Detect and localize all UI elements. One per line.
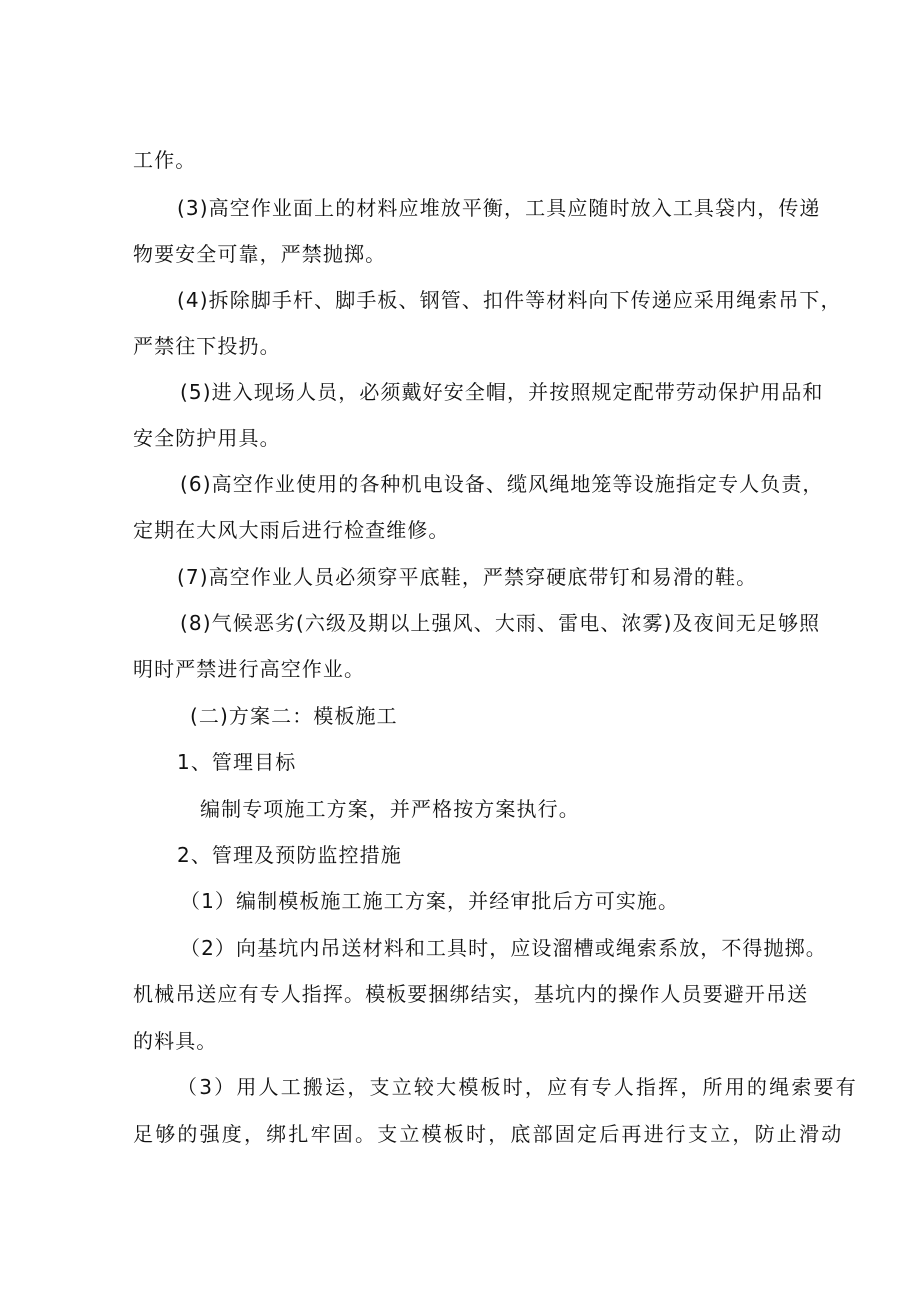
paragraph-line: (6)高空作业使用的各种机电设备、缆风绳地笼等设施指定专人负责， [180,472,824,496]
subsection-heading: 2、管理及预防监控措施 [177,843,402,867]
paragraph-line: （1）编制模板施工施工方案，并经审批后方可实施。 [180,889,680,913]
paragraph-line: 机械吊送应有专人指挥。模板要捆绑结实，基坑内的操作人员要避开吊送 [133,982,809,1006]
paragraph-line: 编制专项施工方案，并严格按方案执行。 [200,797,580,821]
paragraph-line: 明时严禁进行高空作业。 [133,657,366,681]
paragraph-line: 严禁往下投扔。 [133,334,281,358]
paragraph-line: 物要安全可靠，严禁抛掷。 [133,242,387,266]
paragraph-line: 定期在大风大雨后进行检查维修。 [133,518,450,542]
paragraph-line: (7)高空作业人员必须穿平底鞋，严禁穿硬底带钉和易滑的鞋。 [177,565,758,589]
paragraph-line: (4)拆除脚手杆、脚手板、钢管、扣件等材料向下传递应采用绳索吊下， [177,288,842,312]
paragraph-line: （3）用人工搬运，支立较大模板时，应有专人指挥，所用的绳索要有 [177,1075,858,1099]
paragraph-line: 安全防护用具。 [133,426,281,450]
subsection-heading: 1、管理目标 [177,750,297,774]
paragraph-line: 的料具。 [133,1029,218,1053]
section-heading: (二)方案二：模板施工 [190,704,398,728]
paragraph-line: (5)进入现场人员，必须戴好安全帽，并按照规定配带劳动保护用品和 [180,380,824,404]
paragraph-line: 工作。 [133,148,197,172]
paragraph-line: (3)高空作业面上的材料应堆放平衡，工具应随时放入工具袋内，传递 [177,196,821,220]
paragraph-line: （2）向基坑内吊送材料和工具时，应设溜槽或绳索系放，不得抛掷。 [180,936,827,960]
paragraph-line: 足够的强度，绑扎牢固。支立模板时，底部固定后再进行支立，防止滑动 [133,1122,844,1146]
paragraph-line: (8)气候恶劣(六级及期以上强风、大雨、雷电、浓雾)及夜间无足够照 [180,611,821,635]
